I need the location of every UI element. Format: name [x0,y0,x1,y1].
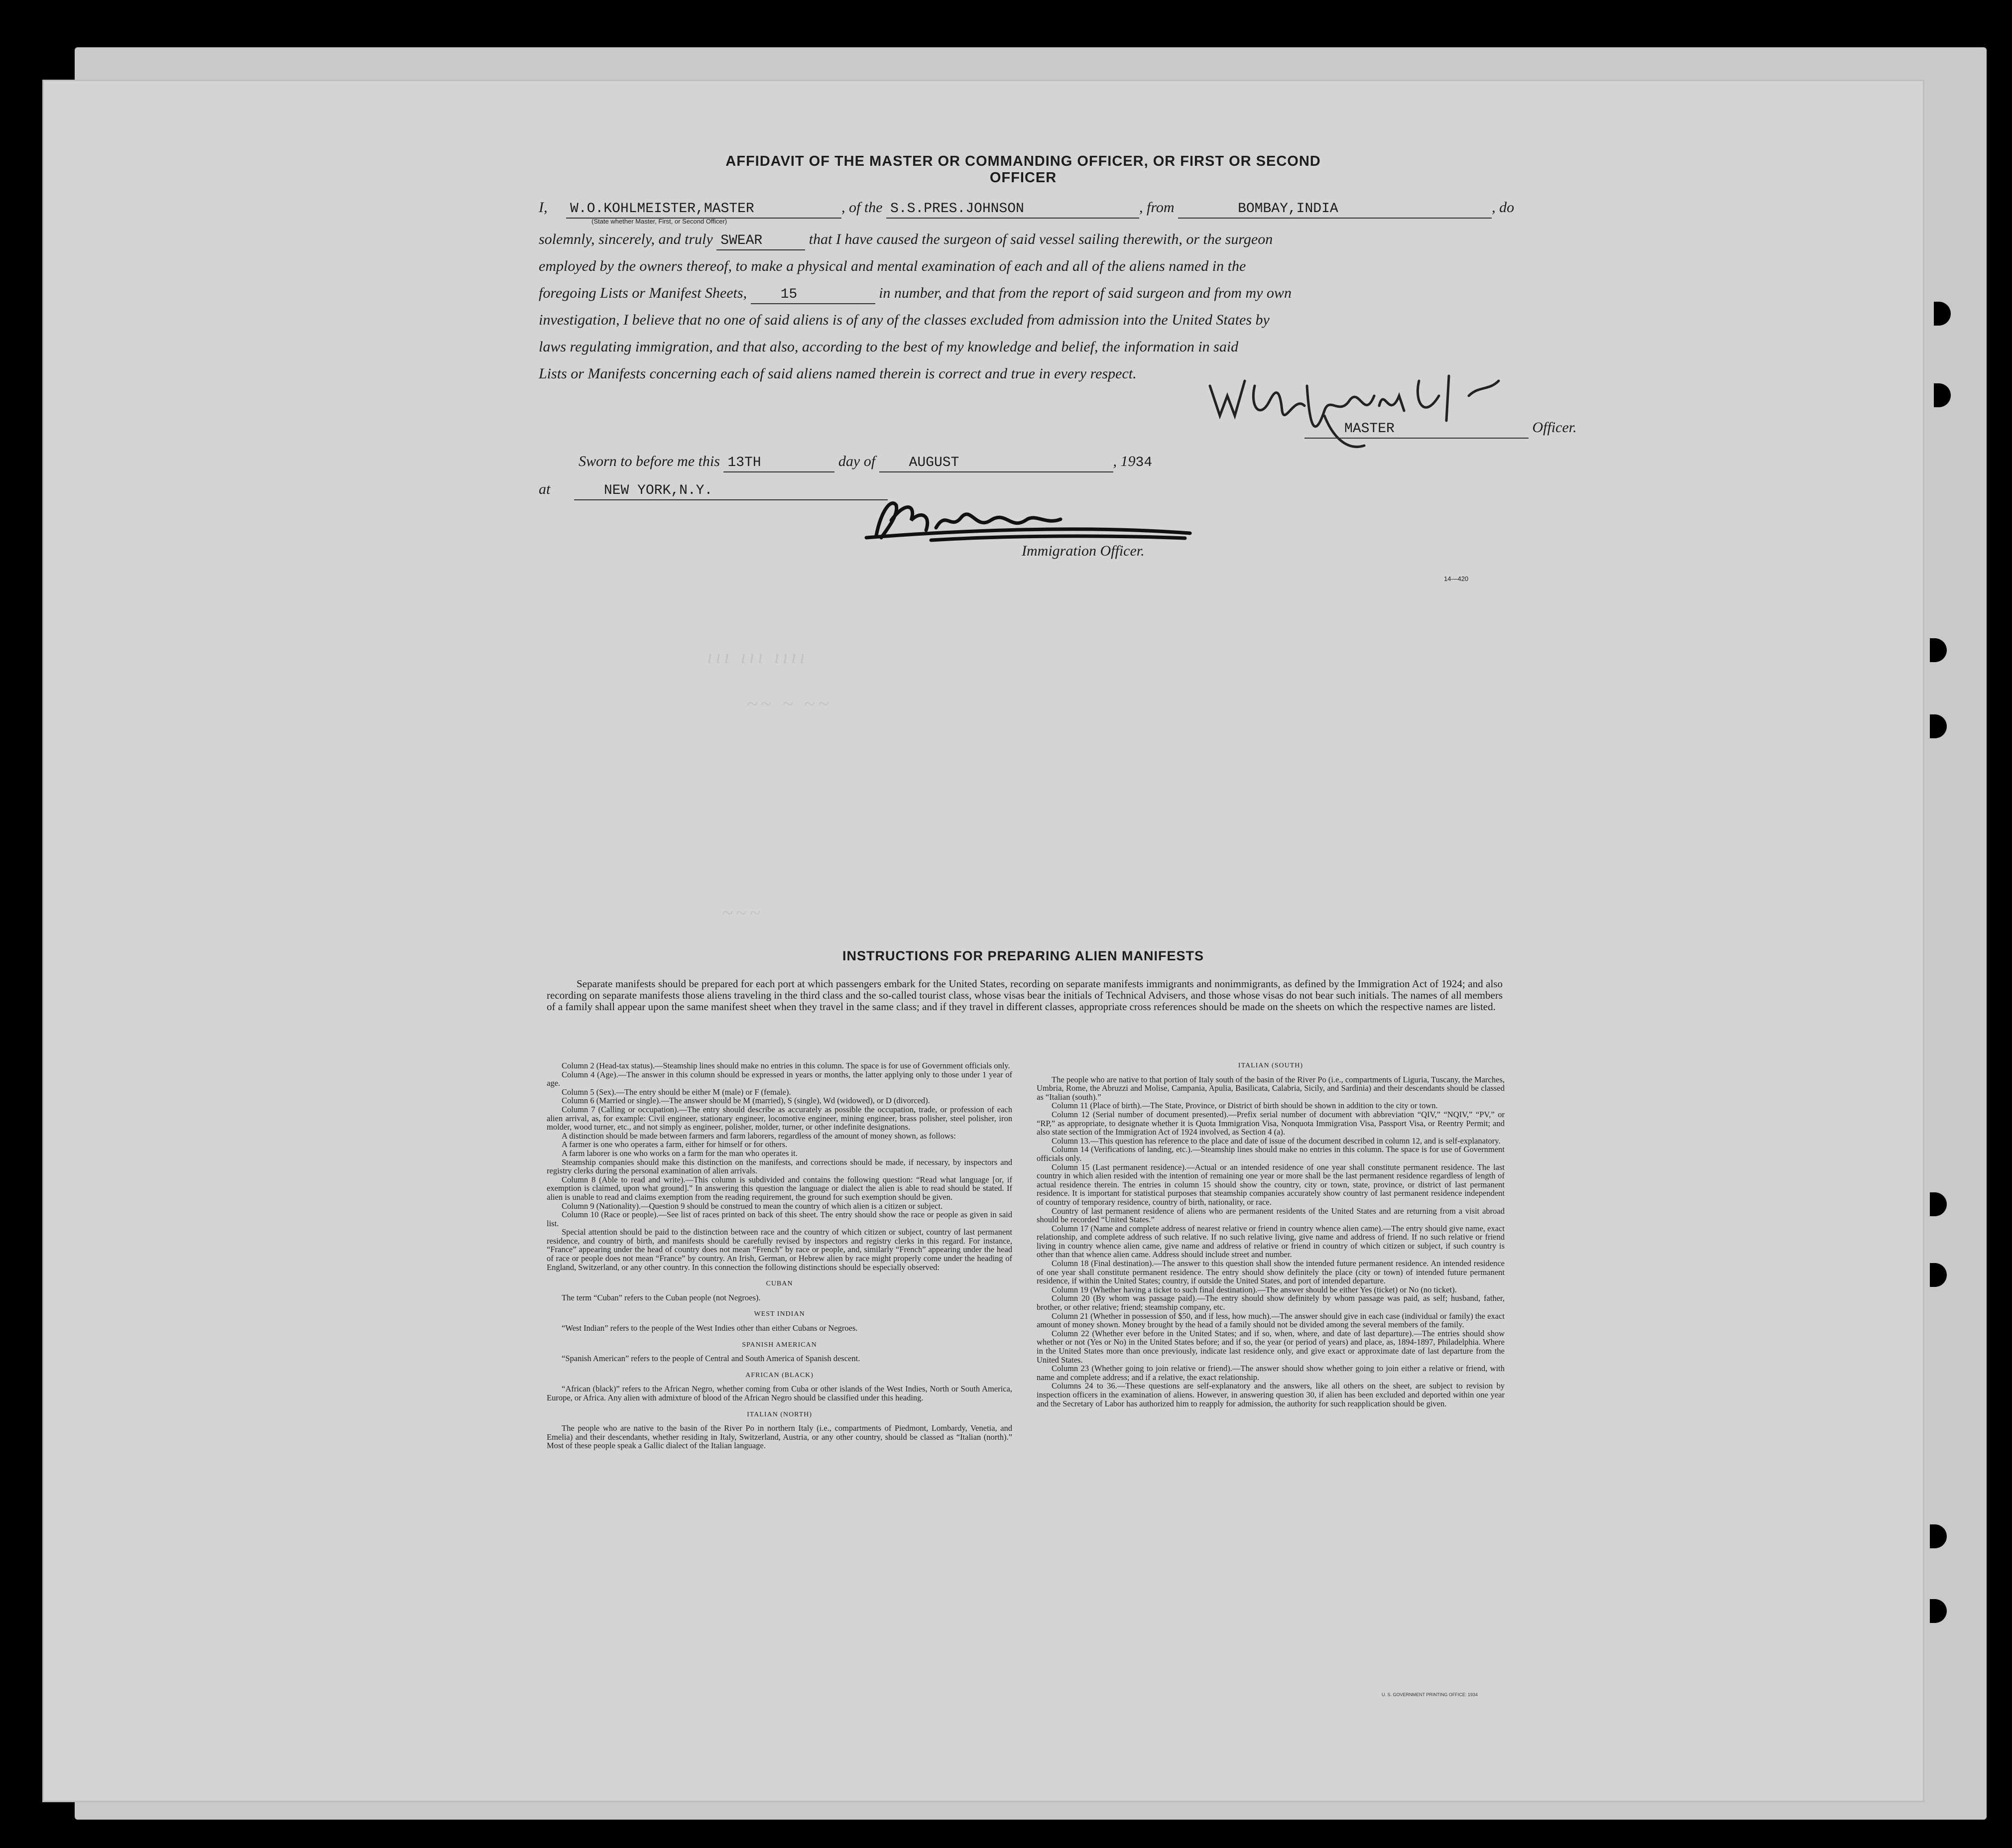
bleed-through-mark: ~~~ [722,902,763,924]
instruction-paragraph: Column 15 (Last permanent residence).—Actual or an intended residence of one year shall constitute permanent residence. The last country in which alien resided with the intention of remaining one year or more shall be the last permanent residence regardless of length of actual residence therein. The entries in column 15 should show the country, city or town, state, province, or district of last permanent residence. It is important for statistical purposes that steamship companies accurately show country of last permanent residence independent of country of temporary residence, country of birth, nationality, or race. [1037,1162,1505,1207]
affidavit-line-4: foregoing Lists or Manifest Sheets, 15 in number, and that from the report of said surgeon and from my own [539,280,1292,307]
instruction-paragraph: Steamship companies should make this distinction on the manifests, and corrections should be made, if necessary, by inspectors and registry clerks during the personal examination of alien arrivals. [547,1157,1012,1176]
section-heading: ITALIAN (SOUTH) [1238,1062,1303,1069]
bleed-through-mark: ııı ııı ıııı [707,645,809,668]
instruction-paragraph: The people who are native to the basin of the River Po in northern Italy (i.e., compartments of Piedmont, Lombardy, Venetia, and Emelia) and their descendants, whether residing in Italy, Switzerland, Austria, or any other country, should be classed as “Italian (north).” Most of these people speak a Gallic dialect of the Italian language. [547,1423,1012,1451]
instruction-paragraph: “African (black)” refers to the African Negro, whether coming from Cuba or other islands of the West Indies, North or South America, Europe, or Africa. Any alien with admixture of blood of the African Negro should be classified under this heading. [547,1384,1012,1402]
section-heading: ITALIAN (NORTH) [747,1410,812,1418]
instruction-paragraph: A farm laborer is one who works on a farm for the man who operates it. [562,1148,798,1158]
instructions-left-column [547,1061,1012,1450]
instruction-paragraph: Column 11 (Place of birth).—The State, Province, or District of birth should be shown in addition to the city or town. [1052,1101,1438,1111]
sworn-line: Sworn to before me this 13TH day of AUGUST , 1934 [579,448,1152,476]
sheet-count-field: 15 [751,286,875,304]
instruction-paragraph: “Spanish American” refers to the people of Central and South America of Spanish descent. [562,1354,860,1364]
affidavit-line-7: Lists or Manifests concerning each of said aliens named therein is correct and true in every respect. [539,365,1137,382]
instruction-paragraph: Column 21 (Whether in possession of $50, and if less, how much).—The answer should give in each case (individual or family) the exact amount of money shown. Money brought by the head of a family should not be divided among the several members of the family. [1037,1311,1505,1330]
vessel-field: S.S.PRES.JOHNSON [886,201,1139,219]
instruction-paragraph: Column 18 (Final destination).—The answer to this question shall show the intended future permanent residence. An intended residence of one year shall constitute permanent residence. The entry should show definitely the place (city or town) of intended future permanent residence, if within the United States; country, if outside the United States, and port of intended departure. [1037,1259,1505,1286]
instruction-paragraph: Column 14 (Verifications of landing, etc.).—Steamship lines should make no entries in this column. The space is for use of Government officials only. [1037,1145,1505,1163]
instruction-paragraph: Column 20 (By whom was passage paid).—The entry should show definitely by whom passage was paid, as self; husband, father, brother, or other relative; friend; steamship company, etc. [1037,1293,1505,1312]
instruction-paragraph: Column 2 (Head-tax status).—Steamship lines should make no entries in this column. The space is for use of Government officials only. [562,1061,1010,1070]
master-signature [1200,366,1509,461]
instruction-paragraph: Column 23 (Whether going to join relative or friend).—The answer should show whether going to join either a relative or friend, with name and complete address; and if a relative, the exact relationship. [1037,1364,1505,1382]
section-heading: WEST INDIAN [754,1310,805,1318]
printer-imprint: U. S. GOVERNMENT PRINTING OFFICE: 1934 [1382,1692,1478,1697]
instruction-paragraph: Column 6 (Married or single).—The answer should be M (married), S (single), Wd (widowed), or D (divorced). [562,1096,930,1106]
instruction-paragraph: Column 12 (Serial number of document presented).—Prefix serial number of document with abbreviation “QIV,” “NQIV,” “PV,” or “RP,” as appropriate, to designate whether it is Quota Immigration Visa, Nonquota Immigration Visa, Passport Visa, or Reentry Permit; and also state section of the Immigration Act of 1924 involved, as Section 4 (a). [1037,1109,1505,1137]
instruction-paragraph: Column 7 (Calling or occupation).—The entry should describe as accurately as possible the occupation, trade, or profession of each alien arrival, as, for example: Civil engineer, stationary engineer, locomotive engineer, mining engineer, brass polisher, steel polisher, iron molder, wood turner, etc., and not simply as engineer, polisher, molder, turner, or other indefinite designations. [547,1104,1012,1132]
instruction-paragraph: Column 10 (Race or people).—See list of races printed on back of this sheet. The entry should show the race or people as given in said list. [547,1210,1012,1228]
instructions-intro: Separate manifests should be prepared for each port at which passengers embark for the United States, recording on separate manifests immigrants and nonimmigrants, as defined by the Immigration Act of 1924; and also recording on separate manifests those aliens traveling in the third class and the so-called tourist class, whose visas bear the initials of Technical Advisers, and those whose visas do not bear such initials. The names of all members of a family shall appear upon the same manifest sheet when they travel in the same class; and if they travel in different classes, appropriate cross references should be made on the sheets on which the respective names are listed. [547,978,1503,1013]
instructions-title: INSTRUCTIONS FOR PREPARING ALIEN MANIFESTS [842,948,1204,963]
instruction-paragraph: Column 22 (Whether ever before in the United States; and if so, when, where, and date of last departure).—The entries should show whether or not (Yes or No) in the United States before; and if so, the year (or period of years) and place, as, 1894-1897, Philadelphia. Where in the United States more than once previously, indicate last residence only, and give exact or approximate date of last departure from the United States. [1037,1328,1505,1365]
port-field: BOMBAY,INDIA [1178,201,1492,219]
sworn-day-field: 13TH [723,455,834,472]
instruction-paragraph: The term “Cuban” refers to the Cuban people (not Negroes). [562,1292,761,1302]
instruction-paragraph: Column 4 (Age).—The answer in this column should be expressed in years or months, the latter applying only to those under 1 year of age. [547,1069,1012,1088]
affidavit-title: AFFIDAVIT OF THE MASTER OR COMMANDING OFFICER, OR FIRST OR SECOND OFFICER [725,153,1321,186]
rank-field: MASTER [1304,421,1529,439]
section-heading: SPANISH AMERICAN [742,1341,817,1349]
immigration-officer-label: Immigration Officer. [1022,543,1145,559]
instruction-paragraph: “West Indian” refers to the people of the West Indies other than either Cubans or Negroes. [562,1323,858,1333]
affidavit-line-6: laws regulating immigration, and that also, according to the best of my knowledge and belief, the information in said [539,339,1239,355]
section-heading: CUBAN [766,1280,793,1288]
form-code: 14—420 [1444,575,1469,582]
place-field: NEW YORK,N.Y. [574,482,888,500]
instruction-paragraph: Special attention should be paid to the distinction between race and the country of which citizen or subject, country of last permanent residence, and country of birth, and manifests should be carefully revised by inspectors and registry clerks in this regard. For instance, “France” appearing under the head of country does not mean “French” by race or people, and, similarly “French” appearing under the head of race or people does not mean “France” by country. An Irish, German, or Hebrew alien by race might properly come under the heading of England, Switzerland, or any other country. In this connection the following distinctions should be especially observed: [547,1227,1012,1272]
instruction-paragraph: Column 8 (Able to read and write).—This column is subdivided and contains the following question: “Read what language [or, if exemption is claimed, upon what ground].” In answering this question the language or dialect the alien is able to read should be stated. If alien is unable to read and claims exemption from the reading requirement, the ground for such exemption should be given. [547,1174,1012,1202]
instruction-paragraph: A farmer is one who operates a farm, either for himself or for others. [562,1140,788,1150]
affidavit-line-1: I, W.O.KOHLMEISTER,MASTER , of the S.S.PRES.JOHNSON , from BOMBAY,INDIA , do [539,194,1514,221]
immigration-officer-signature [861,490,1200,550]
instructions-right-column [1037,1061,1505,1408]
officer-rank-line: MASTER Officer. [1304,419,1577,439]
instruction-paragraph: Columns 24 to 36.—These questions are self-explanatory and the answers, like all others on the sheet, are subject to revision by inspection officers in the examination of aliens. However, in answering question 30, if alien has been excluded and deported within one year and the Secretary of Labor has authorized him to reapply for admission, the authority for such reapplication should be given. [1037,1381,1505,1408]
officer-caption: (State whether Master, First, or Second Officer) [592,218,727,225]
affidavit-line-3: employed by the owners thereof, to make a physical and mental examination of each and all of the aliens named in the [539,258,1246,274]
affidavit-line-5: investigation, I believe that no one of said aliens is of any of the classes excluded from admission into the United States by [539,312,1270,328]
affidavit-line-2: solemnly, sincerely, and truly SWEAR that I have caused the surgeon of said vessel sailing therewith, or the surgeon [539,226,1273,253]
instruction-paragraph: The people who are native to that portion of Italy south of the basin of the River Po (i.e., compartments of Liguria, Tuscany, the Marches, Umbria, Rome, the Abruzzi and Molise, Campania, Apulia, Basilicata, Calabria, Sicily, and Sardinia) and their descendants should be classed as “Italian (south).” [1037,1074,1505,1102]
bleed-through-mark: ~~ ~ ~~ [747,693,832,715]
instruction-paragraph: Column 13.—This question has reference to the place and date of issue of the document described in column 12, and is self-explanatory. [1052,1136,1501,1146]
sworn-month-field: AUGUST [879,455,1113,472]
instruction-paragraph: Column 9 (Nationality).—Question 9 should be construed to mean the country of which alien is a citizen or subject. [562,1201,943,1211]
instruction-paragraph: Column 19 (Whether having a ticket to such final destination).—The answer should be either Yes (ticket) or No (no ticket). [1052,1284,1457,1294]
instruction-paragraph: Column 5 (Sex).—The entry should be either M (male) or F (female). [562,1087,791,1097]
section-heading: AFRICAN (BLACK) [745,1371,814,1379]
year-field: 34 [1135,455,1153,470]
place-line: at NEW YORK,N.Y. [539,476,888,503]
instruction-paragraph: Column 17 (Name and complete address of nearest relative or friend in country whence alien came).—The entry should give name, exact relationship, and complete address of such relative. If no such relative living, give name and address of friend. If no such relative or friend living in country whence alien came, give name and address of relative or friend in country of which citizen or subject, if such country is other than that whence alien came. Address should include street and number. [1037,1223,1505,1260]
instruction-paragraph: Country of last permanent residence of aliens who are permanent residents of the United States and are returning from a visit abroad should be recorded “United States.” [1037,1206,1505,1225]
officer-name-field: W.O.KOHLMEISTER,MASTER [566,201,841,219]
instruction-paragraph: A distinction should be made between farmers and farm laborers, regardless of the amount of money shown, as follows: [562,1131,956,1141]
oath-field: SWEAR [716,232,805,250]
